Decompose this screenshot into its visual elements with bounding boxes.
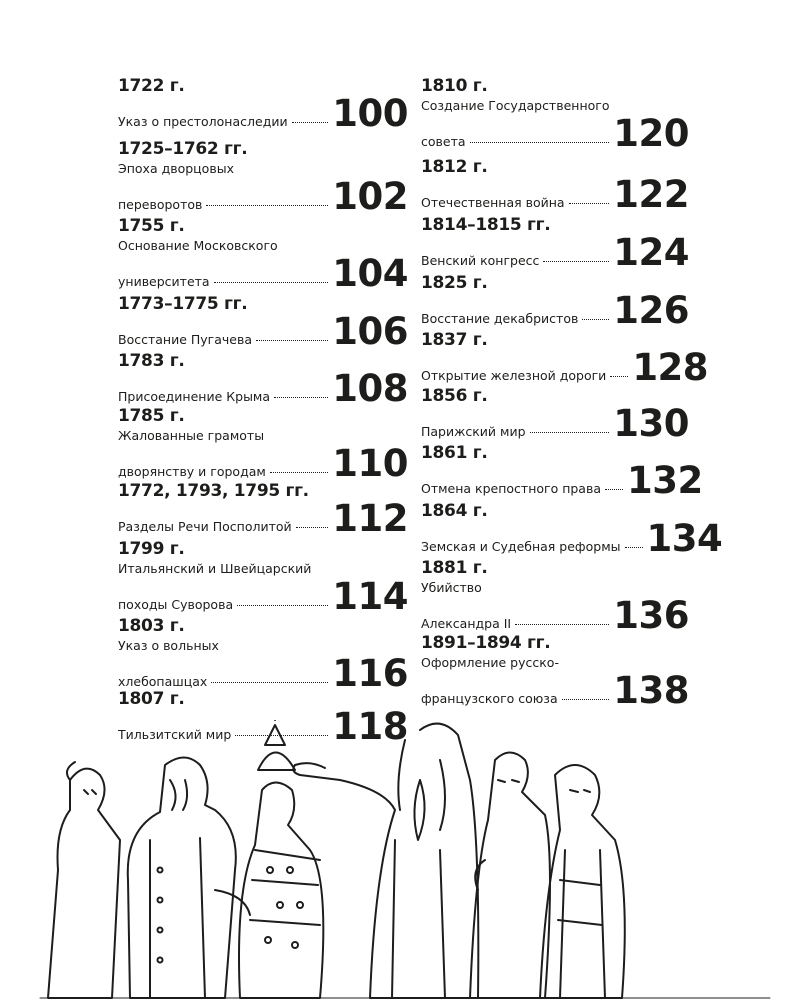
toc-entry-title: Оформление русско- (421, 655, 559, 670)
toc-entry-title: Жалованные грамоты (118, 428, 265, 443)
toc-entry[interactable] (421, 330, 709, 389)
toc-page-number: 126 (613, 289, 689, 332)
toc-entry-year: 1772, 1793, 1795 гг. (118, 481, 309, 501)
toc-entry-year: 1814–1815 гг. (421, 215, 551, 235)
toc-entry[interactable] (118, 351, 408, 410)
toc-entry-year: 1803 г. (118, 616, 185, 636)
toc-entry[interactable] (118, 216, 408, 295)
toc-entry-title: Восстание декабристов (421, 311, 579, 326)
toc-entry-title: Тильзитский мир (118, 727, 232, 742)
toc-entry-year: 1722 г. (118, 76, 185, 96)
toc-page-number: 136 (613, 594, 689, 637)
toc-page-number: 104 (332, 252, 408, 295)
toc-page-number: 128 (632, 346, 709, 389)
dot-leader (530, 432, 610, 433)
toc-entry-title: Земская и Судебная реформы (421, 539, 621, 554)
toc-entry-year: 1891–1894 гг. (421, 633, 551, 653)
toc-entry-title: Указ о престолонаследии (118, 114, 288, 129)
toc-entry-year: 1881 г. (421, 558, 488, 578)
toc-page-number: 118 (332, 705, 408, 748)
toc-entry-year: 1856 г. (421, 386, 488, 406)
dot-leader (256, 340, 328, 341)
toc-entry[interactable] (118, 406, 408, 485)
toc-entry-title: Отечественная война (421, 195, 565, 210)
toc-entry-title: Александра II (421, 616, 512, 631)
toc-entry-title: Присоединение Крыма (118, 389, 271, 404)
toc-page-number: 134 (646, 517, 723, 560)
dot-leader (515, 624, 609, 625)
toc-entry-title: французского союза (421, 691, 558, 706)
toc-page-number: 122 (613, 173, 689, 216)
dot-leader (214, 282, 329, 283)
toc-page-number: 106 (332, 310, 408, 353)
toc-entry[interactable] (421, 157, 689, 216)
toc-entry[interactable] (118, 76, 408, 135)
dot-leader (274, 397, 328, 398)
toc-entry[interactable] (118, 139, 408, 218)
toc-page-number: 116 (332, 652, 408, 695)
dot-leader (211, 682, 328, 683)
toc-entry-title: Итальянский и Швейцарский (118, 561, 312, 576)
toc-entry-title: Отмена крепостного права (421, 481, 601, 496)
toc-entry[interactable] (421, 501, 723, 560)
toc-entry-year: 1837 г. (421, 330, 488, 350)
toc-entry-title: Венский конгресс (421, 253, 540, 268)
toc-entry-year: 1783 г. (118, 351, 185, 371)
dot-leader (543, 261, 609, 262)
toc-entry[interactable] (421, 76, 689, 155)
toc-entry[interactable] (421, 215, 689, 274)
toc-entry-year: 1861 г. (421, 443, 488, 463)
toc-entry[interactable] (421, 633, 689, 712)
dot-leader (569, 203, 610, 204)
toc-entry-year: 1785 г. (118, 406, 185, 426)
dot-leader (625, 547, 643, 548)
coronation-illustration (0, 720, 800, 1000)
dot-leader (582, 319, 609, 320)
toc-entry-title: походы Суворова (118, 597, 234, 612)
toc-entry-title: Убийство (421, 580, 482, 595)
toc-entry-year: 1725–1762 гг. (118, 139, 248, 159)
toc-entry[interactable] (421, 386, 689, 445)
toc-page-number: 100 (332, 92, 408, 135)
toc-entry-year: 1864 г. (421, 501, 488, 521)
toc-entry-title: переворотов (118, 197, 203, 212)
toc-entry-year: 1799 г. (118, 539, 185, 559)
toc-entry[interactable] (118, 294, 408, 353)
toc-entry-title: хлебопашцах (118, 674, 208, 689)
dot-leader (206, 205, 328, 206)
toc-entry[interactable] (421, 443, 703, 502)
toc-entry-title: Эпоха дворцовых (118, 161, 234, 176)
toc-page-number: 112 (332, 497, 408, 540)
toc-entry[interactable] (421, 273, 689, 332)
toc-entry-title: дворянству и городам (118, 464, 266, 479)
dot-leader (270, 472, 328, 473)
toc-page-number: 130 (613, 402, 689, 445)
toc-entry-title: Восстание Пугачева (118, 332, 252, 347)
toc-entry[interactable] (118, 539, 408, 618)
toc-entry-title: Указ о вольных (118, 638, 219, 653)
toc-entry-title: Открытие железной дороги (421, 368, 607, 383)
dot-leader (605, 489, 623, 490)
dot-leader (296, 527, 329, 528)
dot-leader (237, 605, 328, 606)
toc-page-number: 138 (613, 669, 689, 712)
toc-page-number: 108 (332, 367, 408, 410)
dot-leader (562, 699, 610, 700)
toc-page-number: 120 (613, 112, 689, 155)
toc-entry-title: Разделы Речи Посполитой (118, 519, 292, 534)
toc-entry-title: Создание Государственного (421, 98, 610, 113)
toc-page-number: 114 (332, 575, 408, 618)
toc-page-number: 132 (627, 459, 703, 502)
toc-page-number: 110 (332, 442, 408, 485)
toc-entry-title: Основание Московского (118, 238, 278, 253)
toc-entry[interactable] (118, 616, 408, 695)
dot-leader (470, 142, 610, 143)
toc-entry-title: университета (118, 274, 210, 289)
toc-entry-title: Парижский мир (421, 424, 526, 439)
toc-page-number: 102 (332, 175, 408, 218)
toc-entry-title: совета (421, 134, 466, 149)
toc-entry-year: 1825 г. (421, 273, 488, 293)
toc-entry-year: 1807 г. (118, 689, 185, 709)
dot-leader (292, 122, 329, 123)
toc-entry[interactable] (421, 558, 689, 637)
toc-entry-year: 1773–1775 гг. (118, 294, 248, 314)
toc-entry-year: 1755 г. (118, 216, 185, 236)
toc-entry-year: 1810 г. (421, 76, 488, 96)
dot-leader (610, 376, 628, 377)
toc-page-number: 124 (613, 231, 689, 274)
toc-entry-year: 1812 г. (421, 157, 488, 177)
toc-entry[interactable] (118, 481, 408, 540)
